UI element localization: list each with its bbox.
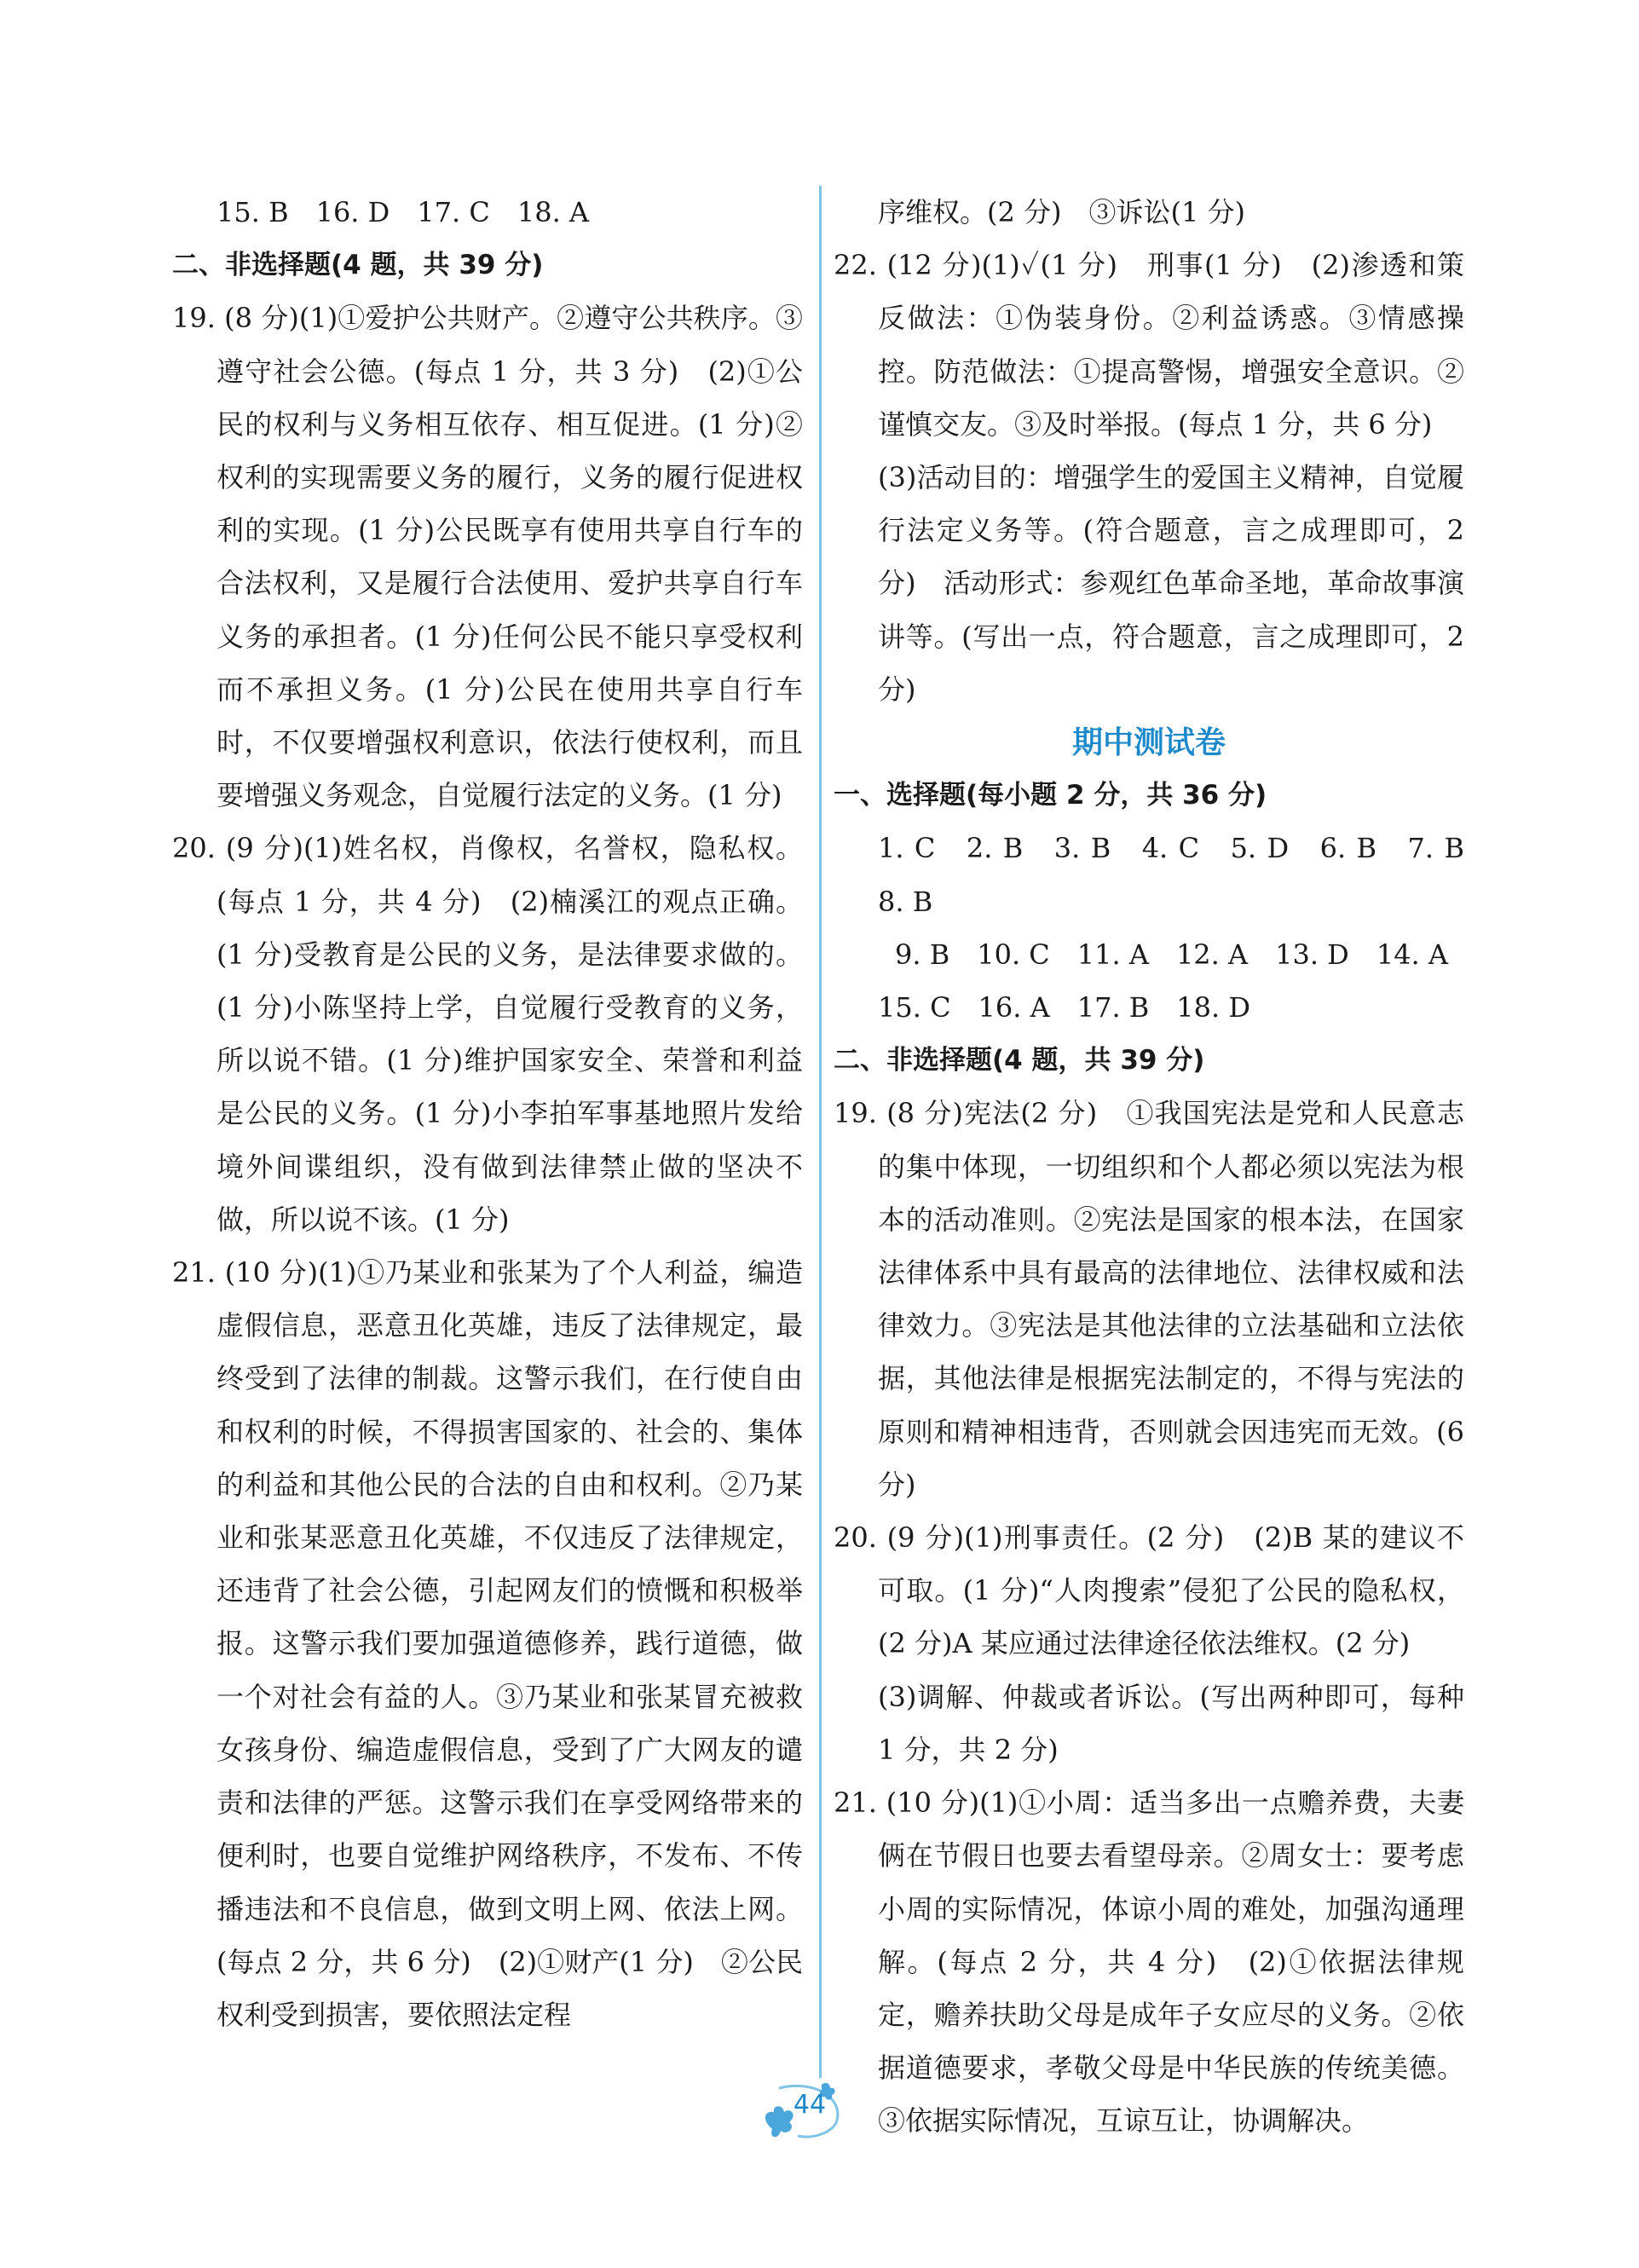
section-heading: 二、非选择题(4 题，共 39 分): [172, 250, 544, 281]
question-19-answer: 19. (8 分)(1)①爱护公共财产。②遵守公共秩序。③遵守社会公德。(每点 1 分，共 3 分) (2)①公民的权利与义务相互依存、相互促进。(1 分)②权利的实现需要义务的履行，义务的履行促进权利的实现。(1 分)公民既享有使用共享自行车的合法权利，又是履行合法使用、爱护共享自行车义务的承担者。(1 分)任何公民不能只享受权利而不承担义务。(1 分)公民在使用共享自行车时，不仅要增强权利意识，依法行使权利，而且要增强义务观念，自觉履行法定的义务。(1 分): [172, 302, 803, 812]
question-22-part-3: (3)活动目的：增强学生的爱国主义精神，自觉履行法定义务等。(符合题意，言之成理即可，2 分) 活动形式：参观红色革命圣地，革命故事演讲等。(写出一点，符合题意，言之成理即可，2 分): [878, 461, 1464, 706]
answers-line: 1. C 2. B 3. B 4. C 5. D 6. B 7. B 8. B: [878, 832, 1492, 918]
question-21-answer: 21. (10 分)(1)①乃某业和张某为了个人利益，编造虚假信息，恶意丑化英雄，违反了法律规定，最终受到了法律的制裁。这警示我们，在行使自由和权利的时候，不得损害国家的、社会的、集体的利益和其他公民的合法的自由和权利。②乃某业和张某恶意丑化英雄，不仅违反了法律规定，还违背了社会公德，引起网友们的愤慨和积极举报。这警示我们要加强道德修养，践行道德，做一个对社会有益的人。③乃某业和张某冒充被救女孩身份、编造虚假信息，受到了广大网友的谴责和法律的严惩。这警示我们在享受网络带来的便利时，也要自觉维护网络秩序，不发布、不传播违法和不良信息，做到文明上网、依法上网。(每点 2 分，共 6 分) (2)①财产(1 分) ②公民权利受到损害，要依照法定程: [172, 1256, 803, 2031]
question-21-answer: 21. (10 分)(1)①小周：适当多出一点赡养费，夫妻俩在节假日也要去看望母亲。②周女士：要考虑小周的实际情况，体谅小周的难处，加强沟通理解。(每点 2 分，共 4 分) (2)①依据法律规定，赡养扶助父母是成年子女应尽的义务。②依据道德要求，孝敬父母是中华民族的传统美德。③依据实际情况，互谅互让，协调解决。: [834, 1786, 1464, 2138]
question-20-answer: 20. (9 分)(1)刑事责任。(2 分) (2)B 某的建议不可取。(1 分)“人肉搜索”侵犯了公民的隐私权，(2 分)A 某应通过法律途径依法维权。(2 分): [834, 1521, 1464, 1660]
right-column: [834, 186, 1492, 2148]
question-21-continuation: 序维权。(2 分) ③诉讼(1 分): [878, 196, 1246, 228]
page-number-badge: [753, 2080, 847, 2148]
question-20-part-3: (3)调解、仲裁或者诉讼。(写出两种即可，每种 1 分，共 2 分): [878, 1680, 1464, 1766]
question-19-answer: 19. (8 分)宪法(2 分) ①我国宪法是党和人民意志的集中体现，一切组织和个人都必须以宪法为根本的活动准则。②宪法是国家的根本法，在国家法律体系中具有最高的法律地位、法律权威和法律效力。③宪法是其他法律的立法基础和立法依据，其他法律是根据宪法制定的，不得与宪法的原则和精神相违背，否则就会因违宪而无效。(6 分): [834, 1097, 1464, 1501]
answers-line: 15. C 16. A 17. B 18. D: [878, 991, 1251, 1024]
question-20-answer: 20. (9 分)(1)姓名权，肖像权，名誉权，隐私权。(每点 1 分，共 4 分) (2)楠溪江的观点正确。(1 分)受教育是公民的义务，是法律要求做的。(1 分)小陈坚持上学，自觉履行受教育的义务，所以说不错。(1 分)维护国家安全、荣誉和利益是公民的义务。(1 分)小李拍军事基地照片发给境外间谍组织，没有做到法律禁止做的坚决不做，所以说不该。(1 分): [172, 832, 803, 1236]
page-number: 44: [793, 2090, 827, 2120]
column-divider: [819, 186, 822, 2078]
left-column: [172, 186, 803, 2041]
section-title: 期中测试卷: [1071, 724, 1226, 761]
answers-line: 15. B 16. D 17. C 18. A: [216, 196, 590, 228]
question-22-answer: 22. (12 分)(1)✓(1 分) 刑事(1 分) (2)渗透和策反做法：①伪装身份。②利益诱惑。③情感操控。防范做法：①提高警惕，增强安全意识。②谨慎交友。③及时举报。(每点 1 分，共 6 分): [834, 249, 1464, 441]
section-heading-nonchoice: 二、非选择题(4 题，共 39 分): [834, 1045, 1205, 1076]
section-heading-choice: 一、选择题(每小题 2 分，共 36 分): [834, 780, 1267, 811]
answers-line: 9. B 10. C 11. A 12. A 13. D 14. A: [895, 938, 1449, 971]
